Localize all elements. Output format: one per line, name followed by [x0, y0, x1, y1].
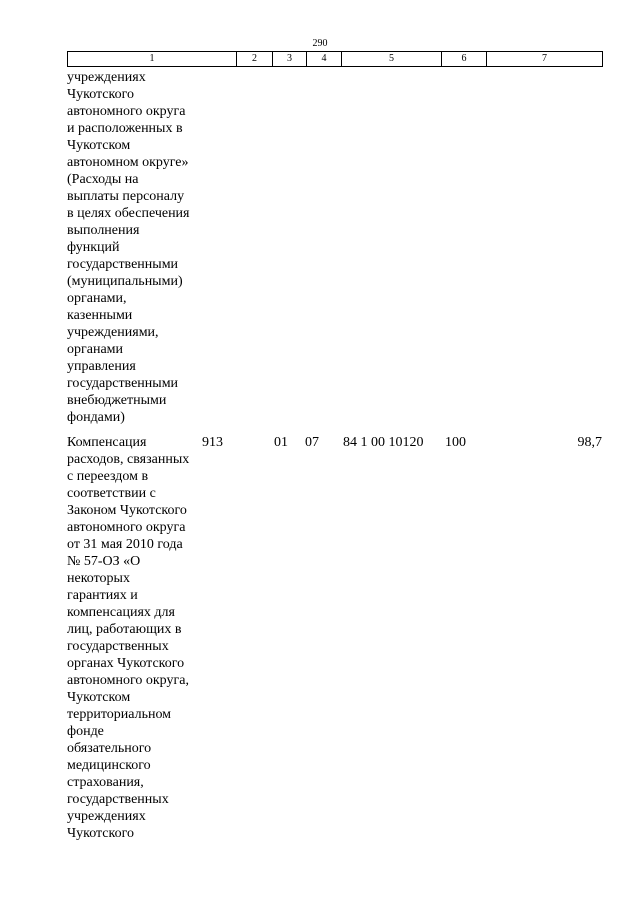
description-line: некоторых: [67, 571, 130, 586]
description-line: учреждениями,: [67, 325, 159, 340]
description-line: автономного округа: [67, 104, 186, 119]
column-header-7: 7: [487, 52, 603, 67]
description-line: выплаты персоналу: [67, 189, 185, 204]
description-line: Чукотском: [67, 690, 131, 705]
column-header-4: 4: [307, 52, 342, 67]
subsection-code: 07: [305, 435, 319, 450]
description-line: функций: [67, 240, 120, 255]
description-line: № 57-ОЗ «О: [67, 554, 141, 569]
description-line: внебюджетными: [67, 393, 167, 408]
section-code: 01: [274, 435, 288, 450]
description-line: Чукотского: [67, 826, 134, 841]
page-number: 290: [312, 38, 328, 49]
description-line: в целях обеспечения: [67, 206, 190, 221]
description-line: с переездом в: [67, 469, 149, 484]
header-row: [68, 52, 603, 67]
description-line: органами: [67, 342, 124, 357]
description-line: страхования,: [67, 775, 144, 790]
column-header-1: 1: [68, 52, 237, 67]
description-line: фондами): [67, 410, 125, 425]
description-line: государственных: [67, 639, 169, 654]
description-line: государственных: [67, 792, 169, 807]
description-line: обязательного: [67, 741, 152, 756]
description-line: учреждениях: [67, 809, 146, 824]
description-line: Компенсация: [67, 435, 147, 450]
target-article-code: 84 1 00 10120: [343, 435, 424, 450]
description-line: от 31 мая 2010 года: [67, 537, 183, 552]
description-line: автономном округе»: [67, 155, 189, 170]
description-line: Законом Чукотского: [67, 503, 187, 518]
description-line: выполнения: [67, 223, 140, 238]
description-line: органами,: [67, 291, 127, 306]
row-2-description: [67, 434, 202, 842]
description-line: казенными: [67, 308, 133, 323]
description-line: (муниципальными): [67, 274, 183, 289]
description-line: лиц, работающих в: [67, 622, 182, 637]
description-line: управления: [67, 359, 136, 374]
description-line: гарантиях и: [67, 588, 138, 603]
ministry-code: 913: [202, 435, 223, 450]
description-line: компенсациях для: [67, 605, 175, 620]
description-line: Чукотском: [67, 138, 131, 153]
description-line: и расположенных в: [67, 121, 183, 136]
description-line: учреждениях: [67, 70, 146, 85]
description-line: автономного округа: [67, 520, 186, 535]
description-line: (Расходы на: [67, 172, 139, 187]
column-number-header: [67, 51, 603, 67]
description-line: Чукотского: [67, 87, 134, 102]
description-line: территориальном: [67, 707, 172, 722]
description-line: фонде: [67, 724, 104, 739]
description-line: государственными: [67, 376, 179, 391]
description-line: автономного округа,: [67, 673, 189, 688]
amount-value: 98,7: [577, 435, 602, 450]
description-line: соответствии с: [67, 486, 156, 501]
description-line: государственными: [67, 257, 179, 272]
description-line: органах Чукотского: [67, 656, 185, 671]
column-header-5: 5: [342, 52, 442, 67]
column-header-2: 2: [237, 52, 273, 67]
expense-type-code: 100: [445, 435, 466, 450]
row-1-description: [67, 69, 202, 426]
description-line: медицинского: [67, 758, 151, 773]
description-line: расходов, связанных: [67, 452, 190, 467]
column-header-3: 3: [273, 52, 307, 67]
column-header-6: 6: [442, 52, 487, 67]
